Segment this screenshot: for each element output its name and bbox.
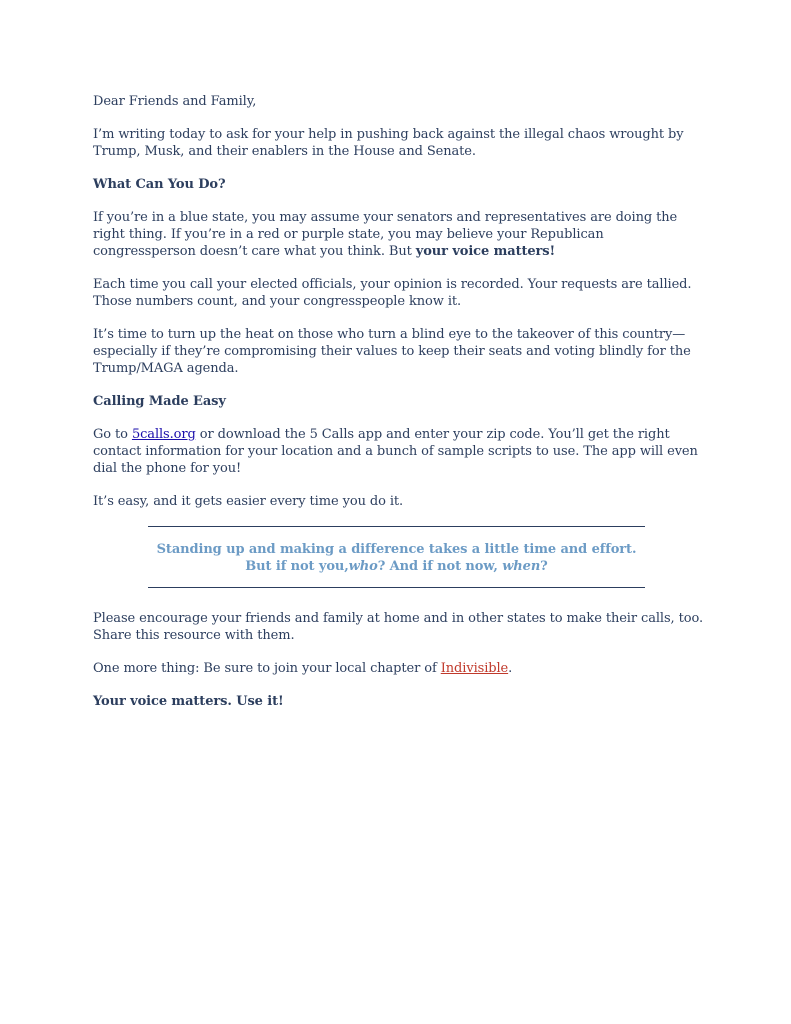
download-app-text: or download the 5 Calls app and enter your zip code. You’ll get the right contact information for your location and a bunch of sample scripts to use. The app will even dial the phone for you! xyxy=(93,427,698,476)
indivisible-link[interactable]: Indivisible xyxy=(440,661,509,676)
period-text: . xyxy=(508,661,513,676)
quote-bottom-rule xyxy=(148,587,645,588)
quote-part3: ? xyxy=(540,559,548,574)
closing-emphasis: Your voice matters. Use it! xyxy=(93,694,284,709)
salutation: Dear Friends and Family, xyxy=(93,94,257,109)
blue-state-paragraph xyxy=(93,209,703,260)
easy-paragraph: It’s easy, and it gets easier every time you do it. xyxy=(93,494,404,509)
turn-up-heat-paragraph: It’s time to turn up the heat on those who turn a blind eye to the takeover of this country—especially if they’re compromising their values to keep their seats and voting blindly for the Trump/MAGA agenda. xyxy=(93,327,691,376)
call-officials-paragraph: Each time you call your elected officials, your opinion is recorded. Your requests are tallied. Those numbers count, and your congresspeople know it. xyxy=(93,277,692,309)
quote-part2: ? And if not now, xyxy=(377,559,503,574)
quote-top-rule xyxy=(148,526,645,527)
heading-calling-made-easy: Calling Made Easy xyxy=(93,394,226,409)
pull-quote xyxy=(93,526,645,588)
heading-what-can-you-do: What Can You Do? xyxy=(93,177,226,192)
voice-matters-emphasis: your voice matters! xyxy=(415,244,556,259)
blue-state-text: If you’re in a blue state, you may assume your senators and representatives are doing the right thing. If you’re in a red or purple state, you may believe your Republican congressperson doesn’t care what you think. But xyxy=(93,210,678,259)
go-to-text: Go to xyxy=(93,427,132,442)
go-to-5calls-paragraph xyxy=(93,426,703,477)
indivisible-paragraph xyxy=(93,660,703,677)
closing-line xyxy=(93,693,703,710)
intro-paragraph: I’m writing today to ask for your help in pushing back against the illegal chaos wrought by Trump, Musk, and their enablers in the House and Senate. xyxy=(93,127,684,159)
encourage-paragraph: Please encourage your friends and family at home and in other states to make their calls, too. Share this resource with them. xyxy=(93,611,703,643)
quote-text xyxy=(148,541,645,575)
quote-when: when xyxy=(502,559,541,574)
quote-part1: Standing up and making a difference takes a little time and effort. But if not you, xyxy=(156,542,637,574)
one-more-thing-text: One more thing: Be sure to join your local chapter of xyxy=(93,661,441,676)
quote-who: who xyxy=(348,559,378,574)
letter-document xyxy=(93,93,703,726)
5calls-link[interactable]: 5calls.org xyxy=(131,427,196,442)
